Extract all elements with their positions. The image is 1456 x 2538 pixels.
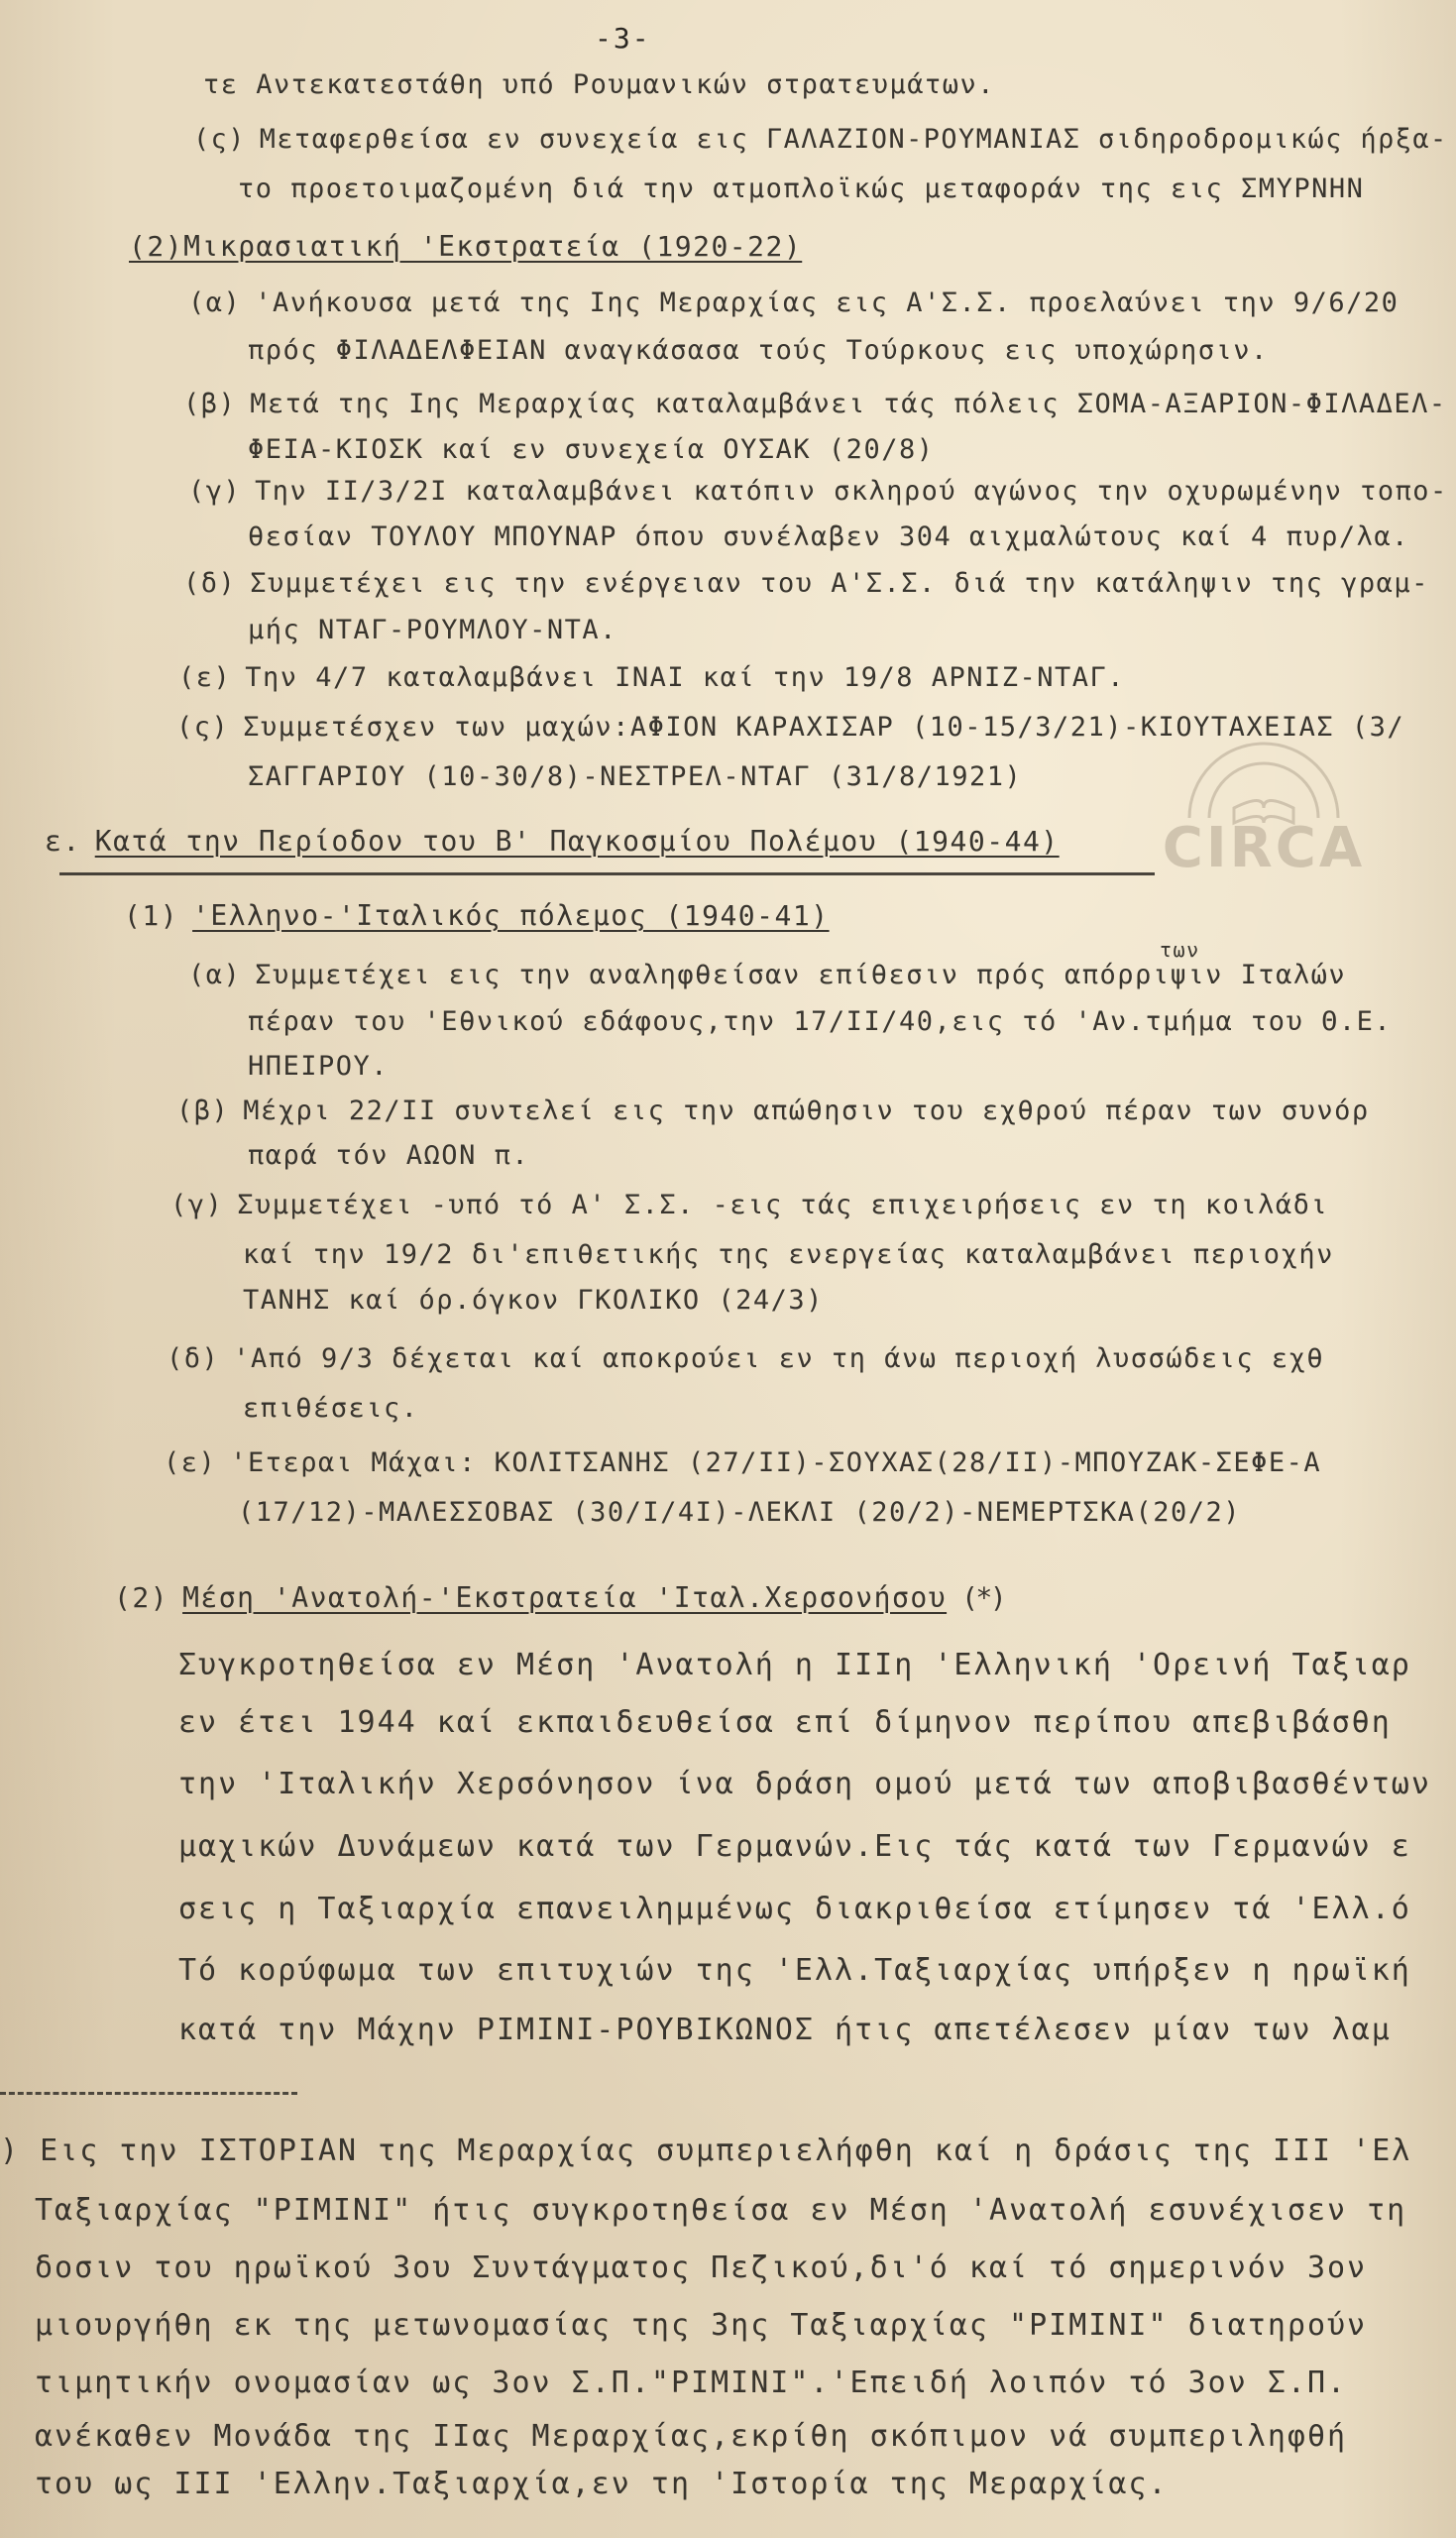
footnote-line-1: ) Εις την ΙΣΤΟΡΙΑΝ της Μεραρχίας συμπεριελήφθη καί η δράσις της ΙΙΙ 'Ελ [0, 2134, 1412, 2168]
item-text: Μετά της Ιης Μεραρχίας καταλαμβάνει τάς πόλεις ΣΟΜΑ-ΑΞΑΡΙΟΝ-ΦΙΛΑΔΕΛ- [250, 389, 1447, 419]
item-label: (ε) [178, 662, 232, 693]
middle-east-line-4: μαχικών Δυνάμεων κατά των Γερμανών.Εις τάς κατά των Γερμανών ε [178, 1829, 1411, 1864]
asia-minor-item-b-line-2: ΦΕΙΑ-ΚΙΟΣΚ καί εν συνεχεία ΟΥΣΑΚ (20/8) [248, 434, 935, 465]
item-text: Μέχρι 22/ΙΙ συντελεί εις την απώθησιν του εχθρού πέραν των συνόρ [243, 1096, 1370, 1126]
subsection-title: 'Ελληνο-'Ιταλικός πόλεμος (1940-41) [192, 899, 830, 932]
item-text: Την ΙΙ/3/2Ι καταλαμβάνει κατόπιν σκληρού αγώνος την οχυρωμένην τοπο- [255, 476, 1448, 507]
item-label: (β) [183, 389, 237, 419]
footnote-line-4: μιουργήθη εκ της μετωνομασίας της 3ης Ταξιαρχίας "ΡΙΜΙΝΙ" διατηρούν [35, 2308, 1368, 2343]
greco-italian-item-b-line-2: παρά τόν ΑΩΟΝ π. [248, 1140, 530, 1171]
item-text: Συμμετέσχεν των μαχών:ΑΦΙΟΝ ΚΑΡΑΧΙΣΑΡ (10-15/3/21)-ΚΙΟΥΤΑΧΕΙΑΣ (3/ [243, 712, 1405, 743]
middle-east-line-6: Τό κορύφωμα των επιτυχιών της 'Ελλ.Ταξιαρχίας υπήρξεν η ηρωϊκή [178, 1953, 1411, 1988]
subsection-title: Μέση 'Ανατολή-'Εκστρατεία 'Ιταλ.Χερσονήσου [182, 1581, 948, 1614]
middle-east-line-2: εν έτει 1944 καί εκπαιδευθείσα επί δίμηνον περίπου απεβιβάσθη [178, 1705, 1392, 1740]
handwritten-superscript: των [1160, 938, 1200, 962]
item-label: (γ) [170, 1190, 224, 1220]
page-number: -3- [595, 22, 651, 55]
middle-east-line-3: την 'Ιταλικήν Χερσόνησον ίνα δράση ομού μετά των αποβιβασθέντων [178, 1767, 1431, 1801]
greco-italian-item-d-line-1 [167, 1343, 1324, 1374]
footnote-line-6: ανέκαθεν Μονάδα της ΙΙας Μεραρχίας,εκρίθη σκόπιμον νά συμπεριληφθή [35, 2419, 1348, 2454]
footnote-line-3: δοσιν του ηρωϊκού 3ου Συντάγματος Πεζικού,δι'ό καί τό σημερινόν 3ον [35, 2250, 1368, 2285]
item-label: (α) [188, 960, 242, 990]
intro-line-3: το προετοιμαζομένη διά την ατμοπλοϊκώς μεταφοράν της εις ΣΜΥΡΝΗΝ [238, 173, 1365, 204]
greco-italian-item-e-line-2: (17/12)-ΜΑΛΕΣΣΟΒΑΣ (30/Ι/4Ι)-ΛΕΚΛΙ (20/2)-ΝΕΜΕΡΤΣΚΑ(20/2) [238, 1497, 1242, 1528]
asia-minor-item-d-line-2: μής ΝΤΑΓ-ΡΟΥΜΛΟΥ-ΝΤΑ. [248, 615, 617, 645]
greco-italian-item-a-line-1 [188, 960, 1346, 990]
intro-line-2-text: Μεταφερθείσα εν συνεχεία εις ΓΑΛΑΖΙΟΝ-ΡΟΥΜΑΝΙΑΣ σιδηροδρομικώς ήρξα- [259, 124, 1448, 155]
watermark-text: CIRCA [1162, 816, 1366, 880]
subsection-heading-middle-east [114, 1581, 1005, 1614]
item-label: (ε) [164, 1447, 217, 1478]
greco-italian-item-a-line-3: ΗΠΕΙΡΟΥ. [248, 1051, 390, 1082]
footnote-line-5: τιμητικήν ονομασίαν ως 3ον Σ.Π."ΡΙΜΙΝΙ".'Επειδή λοιπόν τό 3ον Σ.Π. [35, 2365, 1348, 2400]
section-heading-ww2 [45, 825, 1060, 858]
asia-minor-item-a-line-2: πρός ΦΙΛΑΔΕΛΦΕΙΑΝ αναγκάσασα τούς Τούρκους εις υποχώρησιν. [248, 335, 1269, 366]
footnote-line-2: Ταξιαρχίας "ΡΙΜΙΝΙ" ήτις συγκροτηθείσα εν Μέση 'Ανατολή εσυνέχισεν τη [35, 2193, 1407, 2228]
item-text: Συμμετέχει -υπό τό Α' Σ.Σ. -εις τάς επιχειρήσεις εν τη κοιλάδι [237, 1190, 1329, 1220]
item-text: Την 4/7 καταλαμβάνει ΙΝΑΙ καί την 19/8 ΑΡΝΙΖ-ΝΤΑΓ. [245, 662, 1126, 693]
subsection-label: (1) [124, 899, 179, 932]
intro-line-2 [193, 124, 1448, 155]
subsection-label: (2) [114, 1581, 169, 1614]
middle-east-line-5: σεις η Ταξιαρχία επανειλημμένως διακριθείσα ετίμησεν τά 'Ελλ.ό [178, 1892, 1411, 1926]
asia-minor-item-e-line-1 [178, 662, 1125, 693]
section-label: ε. [45, 825, 81, 858]
greco-italian-item-d-line-2: επιθέσεις. [243, 1393, 419, 1424]
asia-minor-item-c-line-2: θεσίαν ΤΟΥΛΟΥ ΜΠΟΥΝΑΡ όπου συνέλαβεν 304 αιχμαλώτους καί 4 πυρ/λα. [248, 521, 1409, 552]
item-label: (β) [176, 1096, 230, 1126]
greco-italian-item-a-line-2: πέραν του 'Εθνικού εδάφους,την 17/ΙΙ/40,εις τό 'Αν.τμήμα του Θ.Ε. [248, 1006, 1393, 1037]
asia-minor-item-f-line-2: ΣΑΓΓΑΡΙΟΥ (10-30/8)-ΝΕΣΤΡΕΛ-ΝΤΑΓ (31/8/1921) [248, 761, 1023, 792]
middle-east-line-1: Συγκροτηθείσα εν Μέση 'Ανατολή η ΙΙΙη 'Ελληνική 'Ορεινή Ταξιαρ [178, 1648, 1411, 1682]
item-label: (ς) [176, 712, 230, 743]
item-text: 'Ανήκουσα μετά της Ιης Μεραρχίας εις Α'Σ.Σ. προελαύνει την 9/6/20 [255, 288, 1400, 318]
item-text: Συμμετέχει εις την ενέργειαν του Α'Σ.Σ. διά την κατάληψιν της γραμ- [250, 568, 1429, 599]
section-heading-asia-minor: (2)Μικρασιατική 'Εκστρατεία (1920-22) [129, 230, 803, 263]
greco-italian-item-c-line-2: καί την 19/2 δι'επιθετικής της ενεργείας καταλαμβάνει περιοχήν [243, 1239, 1334, 1270]
asia-minor-item-d-line-1 [183, 568, 1429, 599]
section-divider [59, 872, 1155, 875]
item-text: Συμμετέχει εις την αναληφθείσαν επίθεσιν πρός απόρριψιν Ιταλών [255, 960, 1347, 990]
circa-watermark [1150, 739, 1378, 887]
item-label: (α) [188, 288, 242, 318]
greco-italian-item-b-line-1 [176, 1096, 1370, 1126]
item-label: (δ) [167, 1343, 220, 1374]
greco-italian-item-e-line-1 [164, 1447, 1321, 1478]
footnote-line-7: του ως ΙΙΙ 'Ελλην.Ταξιαρχία,εν τη 'Ιστορία της Μεραρχίας. [35, 2467, 1169, 2501]
asia-minor-item-c-line-1 [188, 476, 1448, 507]
subsection-heading-greco-italian [124, 899, 830, 932]
greco-italian-item-c-line-1 [170, 1190, 1328, 1220]
item-label: (γ) [188, 476, 242, 507]
item-text: 'Ετεραι Μάχαι: ΚΟΛΙΤΣΑΝΗΣ (27/ΙΙ)-ΣΟΥΧΑΣ(28/ΙΙ)-ΜΠΟΥΖΑΚ-ΣΕΦΕ-Α [230, 1447, 1322, 1478]
intro-line-2-label: (ς) [193, 124, 246, 155]
asia-minor-item-a-line-1 [188, 288, 1399, 318]
item-text: 'Από 9/3 δέχεται καί αποκρούει εν τη άνω περιοχή λυσσώδεις εχθ [233, 1343, 1325, 1374]
section-title: Κατά την Περίοδον του Β' Παγκοσμίου Πολέμου (1940-44) [94, 825, 1060, 858]
footnote-divider [0, 2092, 297, 2095]
item-label: (δ) [183, 568, 237, 599]
book-emblem-icon [1150, 739, 1378, 828]
greco-italian-item-c-line-3: ΤΑΝΗΣ καί όρ.όγκον ΓΚΟΛΙΚΟ (24/3) [243, 1285, 824, 1316]
asia-minor-item-b-line-1 [183, 389, 1447, 419]
footnote-marker: (*) [964, 1581, 1005, 1614]
middle-east-line-7: κατά την Μάχην ΡΙΜΙΝΙ-ΡΟΥΒΙΚΩΝΟΣ ήτις απετέλεσεν μίαν των λαμ [178, 2013, 1392, 2047]
intro-line-1: τε Αντεκατεστάθη υπό Ρουμανικών στρατευμάτων. [203, 69, 995, 100]
